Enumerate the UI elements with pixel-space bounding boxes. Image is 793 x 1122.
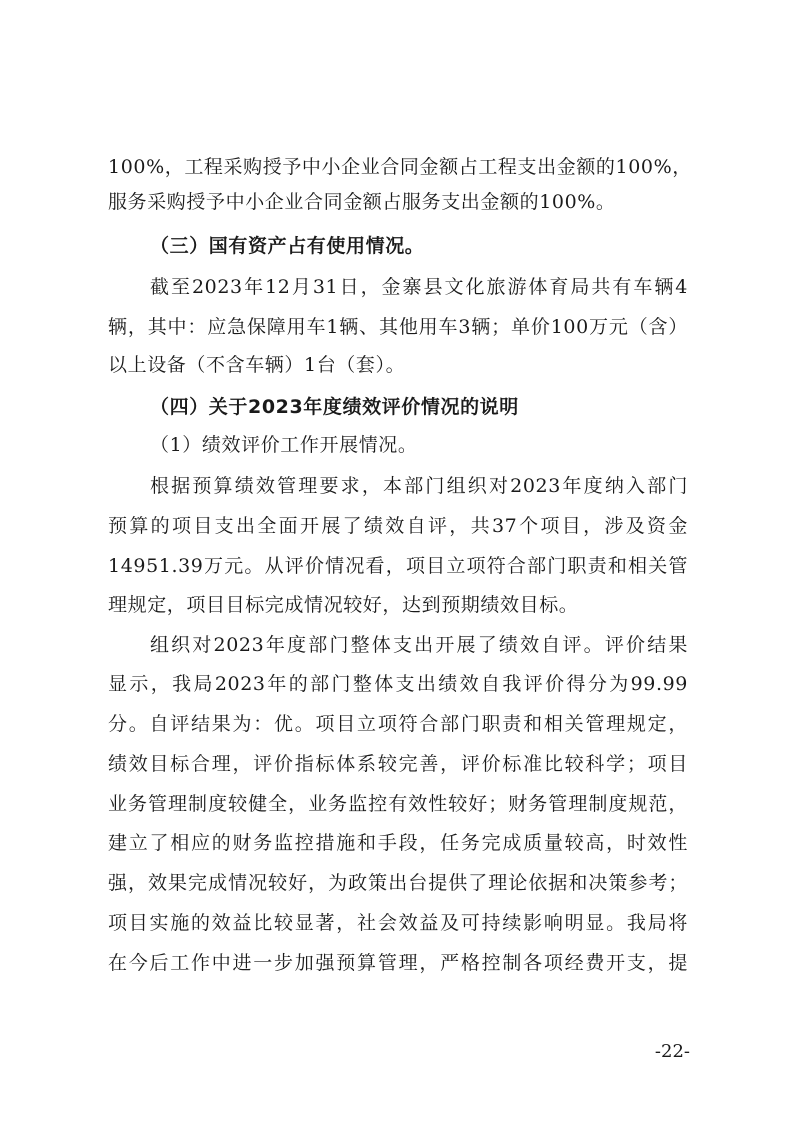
paragraph-line: 截至2023年12月31日，金寨县文化旅游体育局共有车辆4 [150, 276, 688, 298]
paragraph-line: 强，效果完成情况较好，为政策出台提供了理论依据和决策参考； [108, 872, 688, 894]
paragraph-line: 辆，其中：应急保障用车1辆、其他用车3辆；单价100万元（含） [108, 316, 688, 338]
paragraph-line: 理规定，项目目标完成情况较好，达到预期绩效目标。 [108, 594, 579, 616]
paragraph-line: 在今后工作中进一步加强预算管理，严格控制各项经费开支，提 [108, 952, 688, 974]
paragraph-line: 根据预算绩效管理要求，本部门组织对2023年度纳入部门 [150, 475, 688, 497]
paragraph-line: 绩效目标合理，评价指标体系较完善，评价标准比较科学；项目 [108, 753, 688, 775]
paragraph-line: 14951.39万元。从评价情况看，项目立项符合部门职责和相关管 [108, 555, 688, 577]
section-heading: （四）关于2023年度绩效评价情况的说明 [150, 396, 519, 418]
page-number: -22- [654, 1041, 690, 1062]
paragraph-line: 业务管理制度较健全，业务监控有效性较好；财务管理制度规范， [108, 793, 688, 815]
section-heading: （三）国有资产占有使用情况。 [150, 235, 425, 257]
paragraph-line: 服务采购授予中小企业合同金额占服务支出金额的100%。 [108, 191, 616, 213]
paragraph-line: 预算的项目支出全面开展了绩效自评，共37个项目，涉及资金 [108, 515, 688, 537]
paragraph-line: 100%，工程采购授予中小企业合同金额占工程支出金额的100%， [108, 156, 692, 178]
paragraph-line: 分。自评结果为：优。项目立项符合部门职责和相关管理规定， [108, 713, 688, 735]
paragraph-line: 组织对2023年度部门整体支出开展了绩效自评。评价结果 [150, 634, 688, 656]
paragraph-line: 以上设备（不含车辆）1台（套）。 [108, 354, 406, 376]
paragraph-line: 项目实施的效益比较显著，社会效益及可持续影响明显。我局将 [108, 912, 688, 934]
paragraph-line: 显示，我局2023年的部门整体支出绩效自我评价得分为99.99 [108, 673, 688, 695]
paragraph-line: （1）绩效评价工作开展情况。 [150, 434, 418, 456]
paragraph-line: 建立了相应的财务监控措施和手段，任务完成质量较高，时效性 [108, 832, 688, 854]
